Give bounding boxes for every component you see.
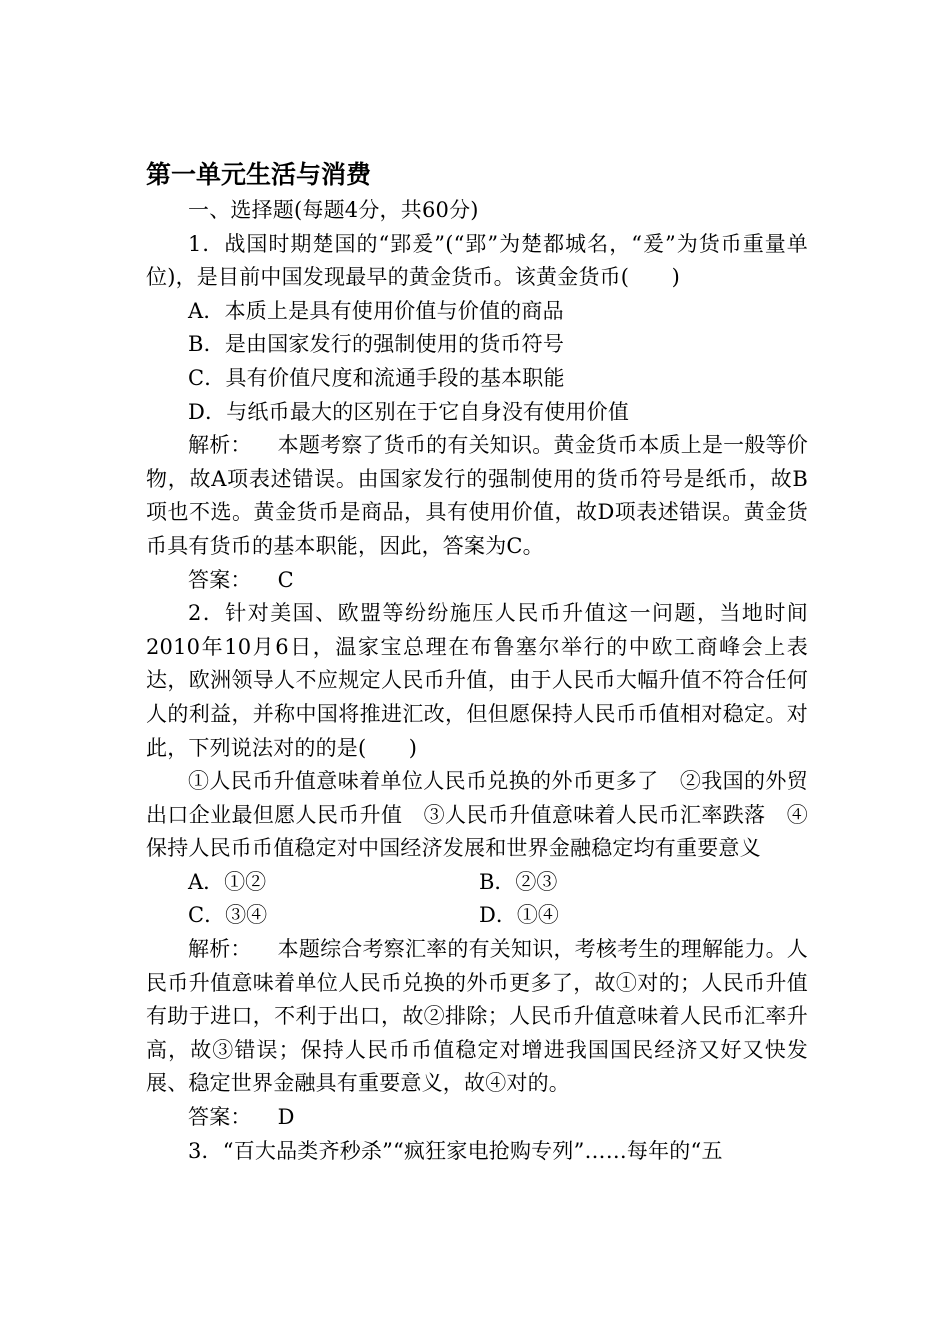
question-1-option-c: C．具有价值尺度和流通手段的基本职能 — [188, 365, 565, 390]
analysis-label: 解析： — [188, 433, 252, 458]
question-1-option-b: B．是由国家发行的强制使用的货币符号 — [188, 332, 565, 357]
document-page — [146, 158, 808, 1168]
question-2-option-d: D．①④ — [479, 903, 559, 928]
unit-title: 第一单元生活与消费 — [146, 160, 372, 189]
question-1-option-d: D．与纸币最大的区别在于它自身没有使用价值 — [188, 399, 630, 424]
question-2-stem: 2．针对美国、欧盟等纷纷施压人民币升值这一问题，当地时间2010年10月6日，温家宝总理在布鲁塞尔举行的中欧工商峰会上表达，欧洲领导人不应规定人民币升值，由于人民币大幅升值不符合任何人的利益，并称中国将推进汇改，但但愿保持人民币币值相对稳定。对此，下列说法对的的是( ) — [146, 601, 808, 760]
question-2-option-c: C．③④ — [188, 903, 268, 928]
analysis-text: 本题综合考察汇率的有关知识，考核考生的理解能力。人民币升值意味着单位人民币兑换的外币更多了，故①对的；人民币升值有助于进口，不利于出口，故②排除；人民币升值意味着人民币汇率升高，故③错误；保持人民币币值稳定对增进我国国民经济又好又快发展、稳定世界金融具有重要意义，故④对的。 — [146, 937, 809, 1096]
question-2-option-a: A．①② — [188, 869, 267, 894]
question-2-options-row-2 — [146, 899, 808, 933]
question-3-stem: 3．“百大品类齐秒杀”“疯狂家电抢购专列”……每年的“五 — [188, 1138, 723, 1163]
section-heading: 一、选择题(每题4分，共60分) — [188, 198, 479, 222]
question-2-analysis — [146, 933, 808, 1101]
analysis-text: 本题考察了货币的有关知识。黄金货币本质上是一般等价物，故A项表述错误。由国家发行的强制使用的货币符号是纸币，故B项也不选。黄金货币是商品，具有使用价值，故D项表述错误。黄金货币具有货币的基本职能，因此，答案为C。 — [146, 433, 809, 558]
question-1-option-a: A．本质上是具有使用价值与价值的商品 — [188, 298, 564, 323]
question-1-stem: 1．战国时期楚国的“郢爰”(“郢”为楚都城名，“爰”为货币重量单位)，是目前中国发现最早的黄金货币。该黄金货币( ) — [146, 231, 808, 290]
question-2-answer — [146, 1101, 808, 1135]
answer-label: 答案： — [188, 567, 252, 592]
question-2-statements: ①人民币升值意味着单位人民币兑换的外币更多了 ②我国的外贸出口企业最但愿人民币升值 ③人民币升值意味着人民币汇率跌落 ④保持人民币币值稳定对中国经济发展和世界金融稳定均有重要意义 — [146, 769, 808, 861]
answer-value: C — [277, 567, 294, 592]
question-2-option-b: B．②③ — [479, 869, 558, 894]
question-1-analysis — [146, 429, 808, 563]
analysis-label: 解析： — [188, 937, 252, 962]
answer-value: D — [277, 1105, 295, 1130]
question-1-answer — [146, 564, 808, 598]
answer-label: 答案： — [188, 1105, 252, 1130]
question-2-options-row-1 — [146, 866, 808, 900]
